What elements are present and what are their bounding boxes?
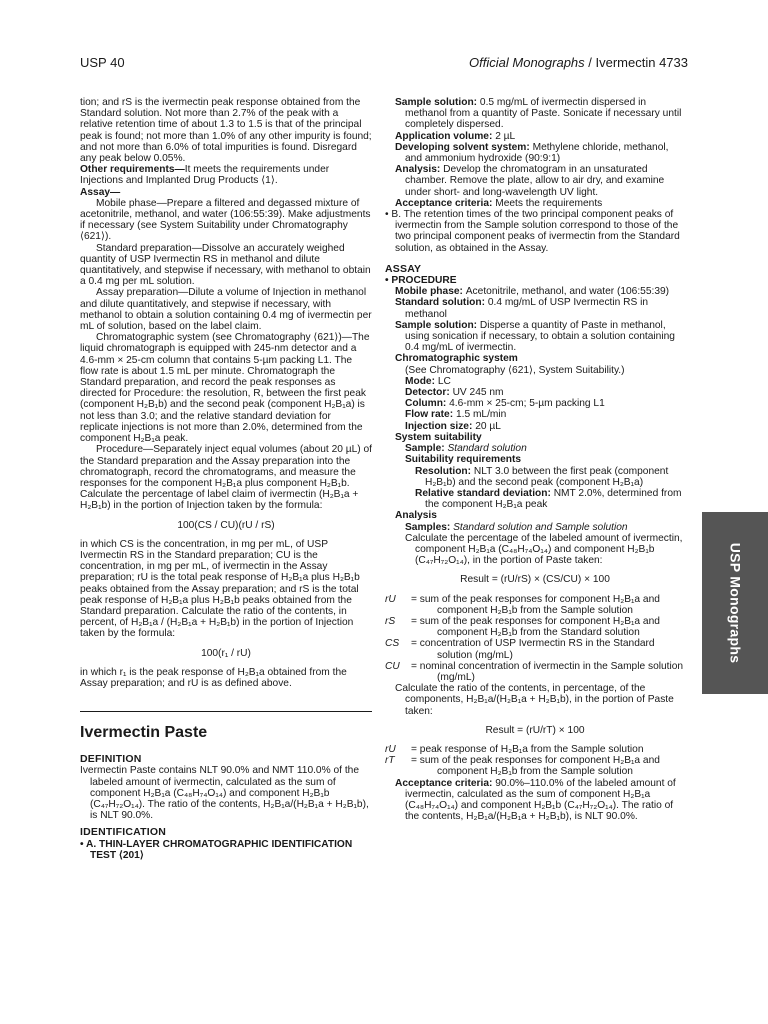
detector xyxy=(385,387,685,398)
resolution xyxy=(385,466,685,488)
definition-row xyxy=(385,661,685,683)
section-tab-label: USP Monographs xyxy=(727,542,744,664)
label: Application volume: xyxy=(395,130,496,142)
definition-text: = peak response of H₂B₁a from the Sample solution xyxy=(411,743,644,755)
definition-text: = sum of the peak responses for component H₂B₁a and component H₂B₁b from the Sample solution xyxy=(411,593,660,616)
definition-heading: DEFINITION xyxy=(80,753,142,766)
acceptance-criteria-final xyxy=(385,778,685,823)
analysis xyxy=(385,164,685,198)
section-title: Ivermectin Paste xyxy=(80,711,372,742)
label: Analysis: xyxy=(395,164,444,176)
flow-rate xyxy=(385,409,685,420)
assay-heading: ASSAY xyxy=(385,262,422,275)
definition-row xyxy=(385,755,685,777)
value: Standard solution xyxy=(447,443,527,455)
definition-row xyxy=(385,594,685,616)
sample-solution xyxy=(385,97,685,131)
chromatographic-system-heading: Chromatographic system xyxy=(395,353,518,365)
identification-a: • A. THIN-LAYER CHROMATOGRAPHIC IDENTIFICATION TEST ⟨201⟩ xyxy=(80,838,353,861)
mobile-phase xyxy=(385,286,685,297)
procedure-heading: • PROCEDURE xyxy=(385,275,457,287)
value: Acetonitrile, methanol, and water (106:55:39) xyxy=(465,286,670,298)
developing-solvent xyxy=(385,142,685,164)
value: 0.4 mg/mL of USP Ivermectin RS in methanol xyxy=(405,297,649,320)
column xyxy=(385,398,685,409)
header-page: / Ivermectin 4733 xyxy=(584,55,688,70)
definition-row xyxy=(385,744,685,755)
definition-term: CS xyxy=(385,638,400,650)
right-column xyxy=(385,97,685,822)
left-column xyxy=(80,97,372,861)
definition-text: = concentration of USP Ivermectin RS in the Standard solution (mg/mL) xyxy=(411,638,655,661)
application-volume xyxy=(385,131,685,142)
definitions-1 xyxy=(385,594,685,684)
definition-term: rT xyxy=(385,755,395,767)
chromatographic-system: Chromatographic system (see Chromatography ⟨621⟩)—The liquid chromatograph is equipped with 245-nm detector and a 4.6-mm × 25-cm column that contains 5-µm packing L1. The flow rate is about 1.5 mL per minute. Chromatograph the Standard preparation, and record the peak responses as directed for Procedure: the resolution, R, between the first peak (component H₂B₁b) and the second peak (component H₂B₁a) is not less than 3.0; and the relative standard deviation for replicate injections is not more than 2.0%, determined from the component H₂B₁a peak. xyxy=(80,332,370,445)
injection-size xyxy=(385,421,685,432)
label: Mode: xyxy=(405,375,438,387)
header-right xyxy=(469,55,688,70)
where-2: in which r₁ is the peak response of H₂B₁a obtained from the Assay preparation; and rU is as defined above. xyxy=(80,666,347,689)
procedure: Procedure—Separately inject equal volumes (about 20 µL) of the Standard preparation and the Assay preparation into the chromatograph, record the chromatograms, and measure the responses for the component H₂B₁a plus component H₂B₁b. Calculate the percentage of label claim of ivermectin (H₂B₁a + H₂B₁b) in the portion of Injection taken by the formula: xyxy=(80,444,372,512)
definition-text: = sum of the peak responses for component H₂B₁a and component H₂B₁b from the Standard solution xyxy=(411,615,660,639)
value: 1.5 mL/min xyxy=(455,409,507,421)
text: It meets the requirements under Injections and Implanted Drug Products ⟨1⟩. xyxy=(80,164,330,187)
label: Detector: xyxy=(405,387,453,399)
label: Samples: xyxy=(405,521,454,533)
value: Meets the requirements xyxy=(495,197,603,209)
value: LC xyxy=(437,375,451,387)
label: Column: xyxy=(405,398,450,410)
header-journal: Official Monographs xyxy=(469,55,585,70)
definition-term: rU xyxy=(385,743,396,755)
label: Standard solution: xyxy=(395,297,488,309)
definition-text: = nominal concentration of ivermectin in the Sample solution (mg/mL) xyxy=(411,660,684,683)
system-suitability-heading: System suitability xyxy=(395,431,482,443)
label: Sample solution: xyxy=(395,319,480,331)
sample-solution-assay xyxy=(385,320,685,354)
label: Acceptance criteria: xyxy=(395,197,496,209)
label: Injection size: xyxy=(405,420,476,432)
label: Relative standard deviation: xyxy=(415,487,554,499)
analysis-samples xyxy=(385,522,685,533)
identification-heading: IDENTIFICATION xyxy=(80,826,167,839)
assay-label: Assay— xyxy=(80,186,121,198)
value: 4.6-mm × 25-cm; 5-µm packing L1 xyxy=(449,398,605,410)
assay-preparation: Assay preparation—Dilute a volume of Injection in methanol and dilute quantitatively, and stepwise if necessary, with methanol to obtain a solution containing 0.4 mg of ivermectin per mL of solution, based on the label claim. xyxy=(80,287,372,333)
definition-text: Ivermectin Paste contains NLT 90.0% and NMT 110.0% of the labeled amount of ivermectin, calculated as the sum of component H₂B₁a (C₄₈H₇₄O₁₄) and component H₂B₁b (C₄₇H₇₂O₁₄). The ratio of the contents, H₂B₁a/(H₂B₁a + H₂B₁b), is NLT 90.0%. xyxy=(80,765,369,822)
value: Develop the chromatogram in an unsaturated chamber. Remove the plate, allow to air dry, and examine under short- and long-wavelength UV light. xyxy=(405,164,665,198)
value: 2 µL xyxy=(495,130,516,142)
value: 90.0%–110.0% of the labeled amount of ivermectin, calculated as the sum of component H₂B₁a (C₄₈H₇₄O₁₄) and component H₂B₁b (C₄₇H₇₂O₁₄). The ratio of the contents, H₂B₁a/(H₂B₁a + H₂B₁b), is NLT 90.0%. xyxy=(405,777,676,823)
label: Flow rate: xyxy=(405,409,456,421)
acceptance-criteria xyxy=(385,198,685,209)
header-left: USP 40 xyxy=(80,55,125,70)
definition-text: = sum of the peak responses for component H₂B₁a and component H₂B₁b from the Sample solution xyxy=(411,755,660,778)
mobile-phase: Mobile phase—Prepare a filtered and degassed mixture of acetonitrile, methanol, and water (106:55:39). Make adjustments if necessary (see System Suitability under Chromatography ⟨621⟩). xyxy=(80,197,371,243)
definition-term: CU xyxy=(385,660,400,672)
label: Other requirements— xyxy=(80,164,185,176)
standard-preparation: Standard preparation—Dissolve an accurately weighed quantity of USP Ivermectin RS in methanol and dilute quantitatively, and stepwise if necessary, with methanol to obtain a 0.4 mg per mL solution. xyxy=(80,242,371,288)
value: NLT 3.0 between the first peak (component H₂B₁b) and the second peak (component H₂B₁a) xyxy=(425,465,669,488)
value: 20 µL xyxy=(475,420,501,432)
definition-row xyxy=(385,638,685,660)
other-requirements xyxy=(80,164,372,186)
mode xyxy=(385,376,685,387)
formula-2: 100(r₁ / rU) xyxy=(201,647,251,659)
calculation-1: Calculate the percentage of the labeled amount of ivermectin, component H₂B₁a (C₄₈H₇₄O₁₄) and component H₂B₁b (C₄₇H₇₂O₁₄), in the portion of Paste taken: xyxy=(405,532,683,567)
value: 0.5 mg/mL of ivermectin dispersed in methanol from a quantity of Paste. Sonicate if necessary until completely dispersed. xyxy=(405,97,682,131)
paragraph: tion; and rS is the ivermectin peak response obtained from the Standard solution. Not more than 2.7% of the peak with a relative retention time of about 1.3 to 1.5 is that of the principal peak is found; not more than 1.0% of any other impurity is found; and not more than 6.0% of total impurities is found. Disregard any peak below 0.05%. xyxy=(80,97,372,165)
suitability-requirements-heading: Suitability requirements xyxy=(405,454,522,466)
formula-1: 100(CS / CU)(rU / rS) xyxy=(177,519,275,531)
definition-term: rU xyxy=(385,593,396,605)
chromatography-reference: (See Chromatography ⟨621⟩, System Suitability.) xyxy=(405,364,625,376)
label: Sample: xyxy=(405,443,448,455)
value: Disperse a quantity of Paste in methanol, using sonication if necessary, to obtain a solution containing 0.4 mg/mL of ivermectin. xyxy=(405,319,675,354)
definition-row xyxy=(385,616,685,638)
value: Methylene chloride, methanol, and ammonium hydroxide (90:9:1) xyxy=(405,141,669,165)
analysis-heading: Analysis xyxy=(395,510,437,522)
value: UV 245 nm xyxy=(452,387,504,399)
standard-solution xyxy=(385,297,685,319)
label: Sample solution: xyxy=(395,97,480,108)
value: NMT 2.0%, determined from the component H₂B₁a peak xyxy=(425,487,682,511)
label: Mobile phase: xyxy=(395,286,466,298)
calculation-2: Calculate the ratio of the contents, in percentage, of the components, H₂B₁a/(H₂B₁a + H₂B₁b), in the portion of Paste taken: xyxy=(395,683,674,717)
definitions-2 xyxy=(385,744,685,778)
relative-standard-deviation xyxy=(385,488,685,510)
suitability-sample xyxy=(385,443,685,454)
where-1: in which CS is the concentration, in mg per mL, of USP Ivermectin RS in the Standard preparation; CU is the concentration, in mg per mL, of ivermectin in the Assay preparation; rU is the total peak response of H₂B₁a plus H₂B₁b peaks obtained from the Assay preparation; and rS is the total peak response of H₂B₁a plus H₂B₁b peaks obtained from the Standard preparation. Calculate the ratio of the contents, in percent, of H₂B₁a / (H₂B₁a + H₂B₁b) in the portion of Injection taken by the formula: xyxy=(80,538,360,640)
label: Resolution: xyxy=(415,465,474,477)
identification-b: • B. The retention times of the two principal component peaks of ivermectin from the Sample solution correspond to those of the two principal component peaks of ivermectin from the Standard solution, as obtained in the Assay. xyxy=(385,209,680,254)
result-formula-2: Result = (rU/rT) × 100 xyxy=(485,724,585,736)
label: Developing solvent system: xyxy=(395,141,533,153)
value: Standard solution and Sample solution xyxy=(453,521,628,533)
label: Acceptance criteria: xyxy=(395,777,496,789)
section-tab[interactable] xyxy=(702,512,768,694)
definition-term: rS xyxy=(385,615,396,627)
result-formula-1: Result = (rU/rS) × (CS/CU) × 100 xyxy=(460,574,610,586)
